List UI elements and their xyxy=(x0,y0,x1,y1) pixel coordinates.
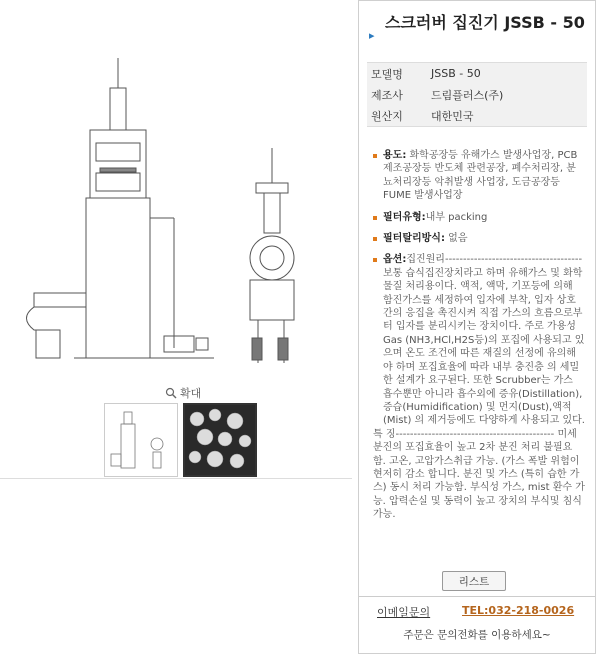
spec-row-model xyxy=(367,63,587,84)
feature-text: 특 징-------------------------------------------- 미세분진의 포집효율이 높고 2차 분진 처리 불필요함. 고온, 고압가스취급 가능. (가스 폭발 위험이 현저히 감소 합니다. 분진 및 가스 (특히 습한 가스) 동시 처리 가능함. 부식성 가스, mist 환수 가능. 압력손실 및 동력이 높고 장치의 부식및 침식가능. xyxy=(373,428,585,521)
filter-removal-label: 필터탈리방식: xyxy=(383,233,445,245)
drawing-thumbnail-image xyxy=(105,404,177,476)
arrow-icon: ▸ xyxy=(369,29,375,42)
product-main-image[interactable] xyxy=(14,18,340,378)
option-label: 옵션: xyxy=(383,254,407,266)
spec-row-origin xyxy=(367,105,587,126)
email-inquiry-link[interactable]: 이메일문의 xyxy=(377,606,431,619)
spec-label: 원산지 xyxy=(371,109,403,123)
use-text: 화학공장등 유해가스 발생사업장, PCB 제조공장등 반도체 관련공장, 폐수처리장, 분뇨처리장등 악취발생 사업장, 도금공장등 FUME 발생사업장 xyxy=(383,150,578,202)
bullet-icon xyxy=(373,154,377,158)
use-label: 용도: xyxy=(383,150,407,161)
spec-table xyxy=(367,62,587,127)
spec-value: 대한민국 xyxy=(431,109,474,123)
bullet-icon xyxy=(373,237,377,241)
use-section xyxy=(373,149,585,203)
spec-value: 드림플러스(주) xyxy=(431,88,504,102)
zoom-label: 확대 xyxy=(180,387,202,400)
magnifier-icon xyxy=(165,387,177,399)
filter-removal-text: 없음 xyxy=(448,233,468,245)
bullet-icon xyxy=(373,258,377,262)
page-title: 스크러버 집진기 JSSB - 50 xyxy=(385,13,585,32)
option-section xyxy=(373,253,585,427)
spec-row-maker xyxy=(367,84,587,105)
filter-type-label: 필터유형: xyxy=(383,211,426,223)
thumbnail-packing[interactable] xyxy=(183,403,257,477)
product-info-panel xyxy=(358,0,596,654)
spec-label: 제조사 xyxy=(371,88,403,102)
divider xyxy=(0,478,352,479)
bullet-icon xyxy=(373,216,377,220)
filter-removal-section xyxy=(373,232,585,245)
product-description xyxy=(373,149,585,522)
tel-link[interactable]: TEL:032-218-0026 xyxy=(462,604,575,617)
thumbnail-drawing[interactable] xyxy=(104,403,178,477)
packing-thumbnail-image xyxy=(185,405,255,475)
spec-value: JSSB - 50 xyxy=(431,67,481,80)
divider xyxy=(359,596,595,597)
option-text: 집진원리-------------------------------------- 보통 습식집진장치라고 하며 유해가스 및 화학물질 처리용이다. 액적, 액막, 기포등에 의해 함진가스를 세정하여 입자에 부착, 입자 상호간의 응집을 촉진시켜 직접 가스의 흐름으로부터 입자를 분리시키는 장치이다. 주로 가용성 Gas (NH3,HCl,H2S등)의 포집에 사용되고 있으며 온도 조건에 따른 재질의 선정에 유의해야 하며 포집효율에 따라 내부 충진층 의 세밀한 설계가 요구된다. 또한 Scrubber는 가스 흡수뿐만 아니라 흡수외에 증유(Distillation),증습(Humidification) 및 먼지(Dust),액적(Mist) 의 제거등에도 다양하게 사용되고 있다. xyxy=(383,254,585,427)
zoom-button[interactable] xyxy=(165,385,201,401)
spec-label: 모델명 xyxy=(371,67,403,81)
filter-type-text: 내부 packing xyxy=(425,211,488,223)
list-button[interactable]: 리스트 xyxy=(442,571,506,591)
filter-type-section xyxy=(373,211,585,224)
order-notice: 주문은 문의전화를 이용하세요~ xyxy=(403,629,551,641)
